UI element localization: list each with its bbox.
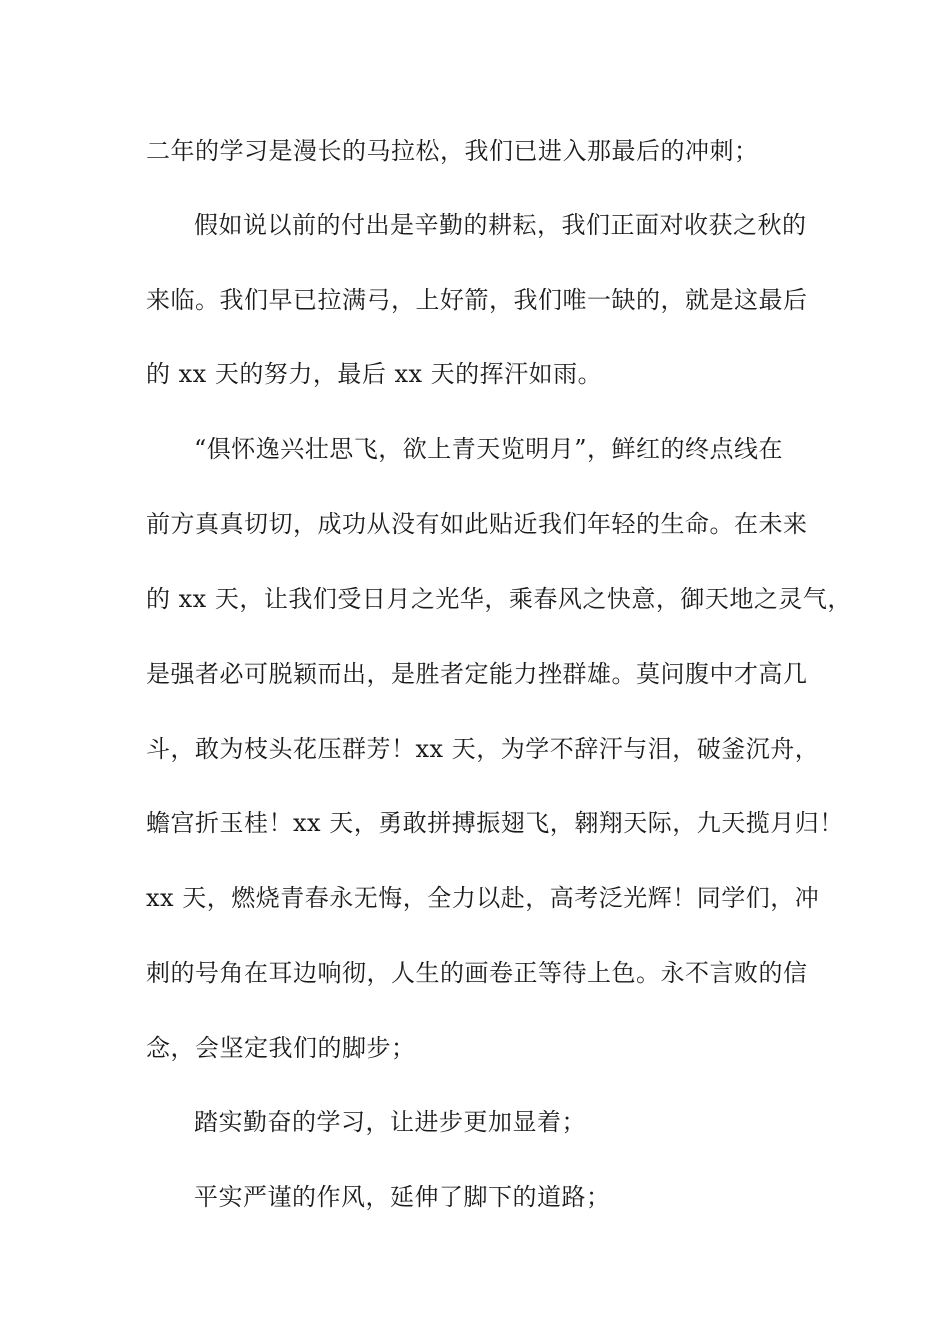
text-line: 前方真真切切，成功从没有如此贴近我们年轻的生命。在未来 xyxy=(146,510,808,538)
text-line: 来临。我们早已拉满弓，上好箭，我们唯一缺的，就是这最后 xyxy=(146,286,808,314)
text-line: 的 xx 天，让我们受日月之光华，乘春风之快意，御天地之灵气， xyxy=(146,585,852,613)
text-line: 是强者必可脱颖而出，是胜者定能力挫群雄。莫问腹中才高几 xyxy=(146,660,808,688)
text-line: 假如说以前的付出是辛勤的耕耘，我们正面对收获之秋的 xyxy=(194,211,807,239)
text-line: 踏实勤奋的学习，让进步更加显着； xyxy=(194,1108,586,1136)
text-line: 蟾宫折玉桂！xx 天，勇敢拼搏振翅飞，翱翔天际，九天揽月归！ xyxy=(146,809,844,837)
text-line: 念，会坚定我们的脚步； xyxy=(146,1034,416,1062)
text-line: 刺的号角在耳边响彻，人生的画卷正等待上色。永不言败的信 xyxy=(146,959,808,987)
text-line: 的 xx 天的努力，最后 xx 天的挥汗如雨。 xyxy=(146,360,603,388)
text-line: 二年的学习是漫长的马拉松，我们已进入那最后的冲刺； xyxy=(146,137,759,165)
text-line: “俱怀逸兴壮思飞，欲上青天览明月”，鲜红的终点线在 xyxy=(194,435,784,463)
text-line: xx 天，燃烧青春永无悔，全力以赴，高考泛光辉！同学们，冲 xyxy=(146,884,820,912)
text-line: 斗，敢为枝头花压群芳！xx 天，为学不辞汗与泪，破釜沉舟， xyxy=(146,735,820,763)
text-line: 平实严谨的作风，延伸了脚下的道路； xyxy=(194,1183,611,1211)
